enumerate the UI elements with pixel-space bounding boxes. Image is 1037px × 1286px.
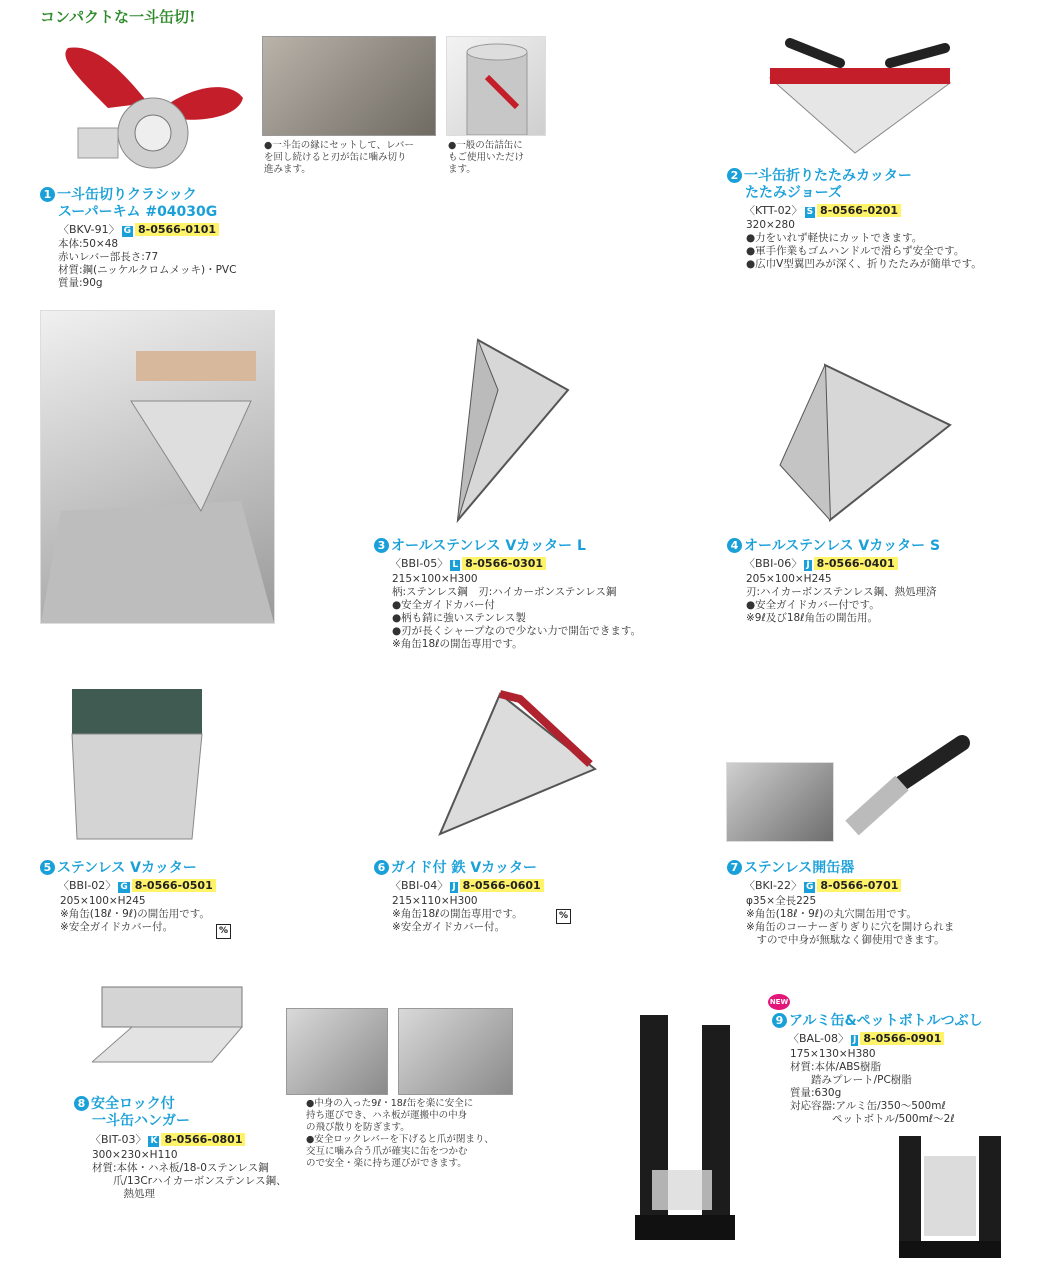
product-code-p5: 〈BBI-02〉 G 8-0566-0501: [58, 879, 216, 893]
product-image-can-opener: [48, 38, 248, 180]
product-title-p4: 4 オールステンレス Vカッター S: [727, 538, 940, 555]
photo-crusher-detail: [894, 1136, 1006, 1258]
product-title-p1: 1 一斗缶切りクラシック スーパーキム #04030G: [40, 187, 217, 221]
product-image-vcutter-s: [770, 355, 960, 525]
product-code-p8: 〈BIT-03〉 K 8-0566-0801: [90, 1133, 245, 1147]
product-code-p3: 〈BBI-05〉 L 8-0566-0301: [390, 557, 546, 571]
product-image-can-crusher: [630, 1010, 740, 1242]
product-specs-p3: 215×100×H300 柄:ステンレス鋼 刃:ハイカーボンステンレス鋼 ●安全ガイドカバー付 ●柄も錆に強いステンレス製 ●刃が長くシャープなので少ない力で開缶できます。 ※角缶18ℓの開缶専用です。: [392, 573, 642, 650]
product-code-p1: 〈BKV-91〉 G 8-0566-0101: [58, 223, 219, 237]
page-title: コンパクトな一斗缶切!: [40, 8, 196, 26]
product-specs-p6: 215×110×H300 ※角缶18ℓの開缶専用です。 ※安全ガイドカバー付。: [392, 895, 523, 933]
product-specs-p5: 205×100×H245 ※角缶(18ℓ・9ℓ)の開缶用です。 ※安全ガイドカバー付。: [60, 895, 210, 933]
product-image-guide-vcutter: [420, 684, 600, 844]
product-code-p9: 〈BAL-08〉 J 8-0566-0901: [788, 1032, 944, 1046]
caption-p1-a: ●一斗缶の縁にセットして、レバー を回し続けると刃が缶に噛み切り 進みます。: [264, 140, 414, 175]
product-image-folding-cutter: [760, 28, 960, 156]
product-specs-p8: 300×230×H110 材質:本体・ハネ板/18-0ステンレス鋼 爪/13Crハイカーボンステンレス鋼、 熱処理: [92, 1149, 287, 1200]
product-specs-p9: 175×130×H380 材質:本体/ABS樹脂 踏みプレート/PC樹脂 質量:630g 対応容器:アルミ缶/350〜500mℓ ペットボトル/500mℓ〜2ℓ: [790, 1048, 955, 1125]
product-title-p9: 9 アルミ缶&ペットボトルつぶし: [772, 1013, 983, 1030]
recycle-mark-p5: %: [216, 924, 231, 939]
product-specs-p7: φ35×全長225 ※角缶(18ℓ・9ℓ)の丸穴開缶用です。 ※角缶のコーナーぎりぎりに穴を開けられま すので中身が無駄なく御使用できます。: [746, 895, 955, 946]
product-code-p6: 〈BBI-04〉 J 8-0566-0601: [390, 879, 544, 893]
product-title-p6: 6 ガイド付 鉄 Vカッター: [374, 860, 537, 877]
photo-opener-on-can: [262, 36, 436, 136]
product-code-p7: 〈BKI-22〉 G 8-0566-0701: [744, 879, 901, 893]
product-code-p2: 〈KTT-02〉 S 8-0566-0201: [744, 204, 901, 218]
caption-p1-b: ●一般の缶詰缶に もご使用いただけ ます。: [448, 140, 525, 175]
product-title-p2: 2 一斗缶折りたたみカッター たたみジョーズ: [727, 168, 912, 202]
caption-p8: ●中身の入った9ℓ・18ℓ缶を楽に安全に 持ち運びでき、ハネ板が運搬中の中身 の飛び散りを防ぎます。 ●安全ロックレバーを下げると爪が閉まり、 交互に噛み合う爪が確実に缶をつかむ ので安全・楽に持ち運びができます。: [306, 1098, 494, 1169]
photo-hanger-carry: [286, 1008, 388, 1095]
product-title-p7: 7 ステンレス開缶器: [727, 860, 854, 877]
photo-vcutter-in-use: [40, 310, 275, 624]
recycle-mark-p6: %: [556, 909, 571, 924]
product-title-p5: 5 ステンレス Vカッター: [40, 860, 197, 877]
product-title-p3: 3 オールステンレス Vカッター L: [374, 538, 586, 555]
product-code-p4: 〈BBI-06〉 J 8-0566-0401: [744, 557, 898, 571]
product-image-can-hanger: [92, 972, 252, 1072]
product-image-stainless-opener: [842, 728, 972, 840]
product-title-p8: 8 安全ロック付 一斗缶ハンガー: [74, 1096, 190, 1130]
product-specs-p4: 205×100×H245 刃:ハイカーボンステンレス鋼、熱処理済 ●安全ガイドカバー付です。 ※9ℓ及び18ℓ角缶の開缶用。: [746, 573, 937, 624]
product-image-vcutter-l: [428, 330, 588, 525]
photo-hanger-lock: [398, 1008, 513, 1095]
photo-opener-on-tin: [446, 36, 546, 136]
product-specs-p2: 320×280 ●力をいれず軽快にカットできます。 ●軍手作業もゴムハンドルで滑らず安全です。 ●広巾V型翼凹みが深く、折りたたみが簡単です。: [746, 219, 982, 270]
product-specs-p1: 本体:50×48 赤いレバー部長さ:77 材質:鋼(ニッケルクロムメッキ)・PVC 質量:90g: [58, 238, 237, 289]
photo-can-opener-in-use: [726, 762, 834, 842]
new-badge: NEW: [768, 994, 790, 1010]
product-image-stainless-vcutter: [62, 684, 210, 844]
